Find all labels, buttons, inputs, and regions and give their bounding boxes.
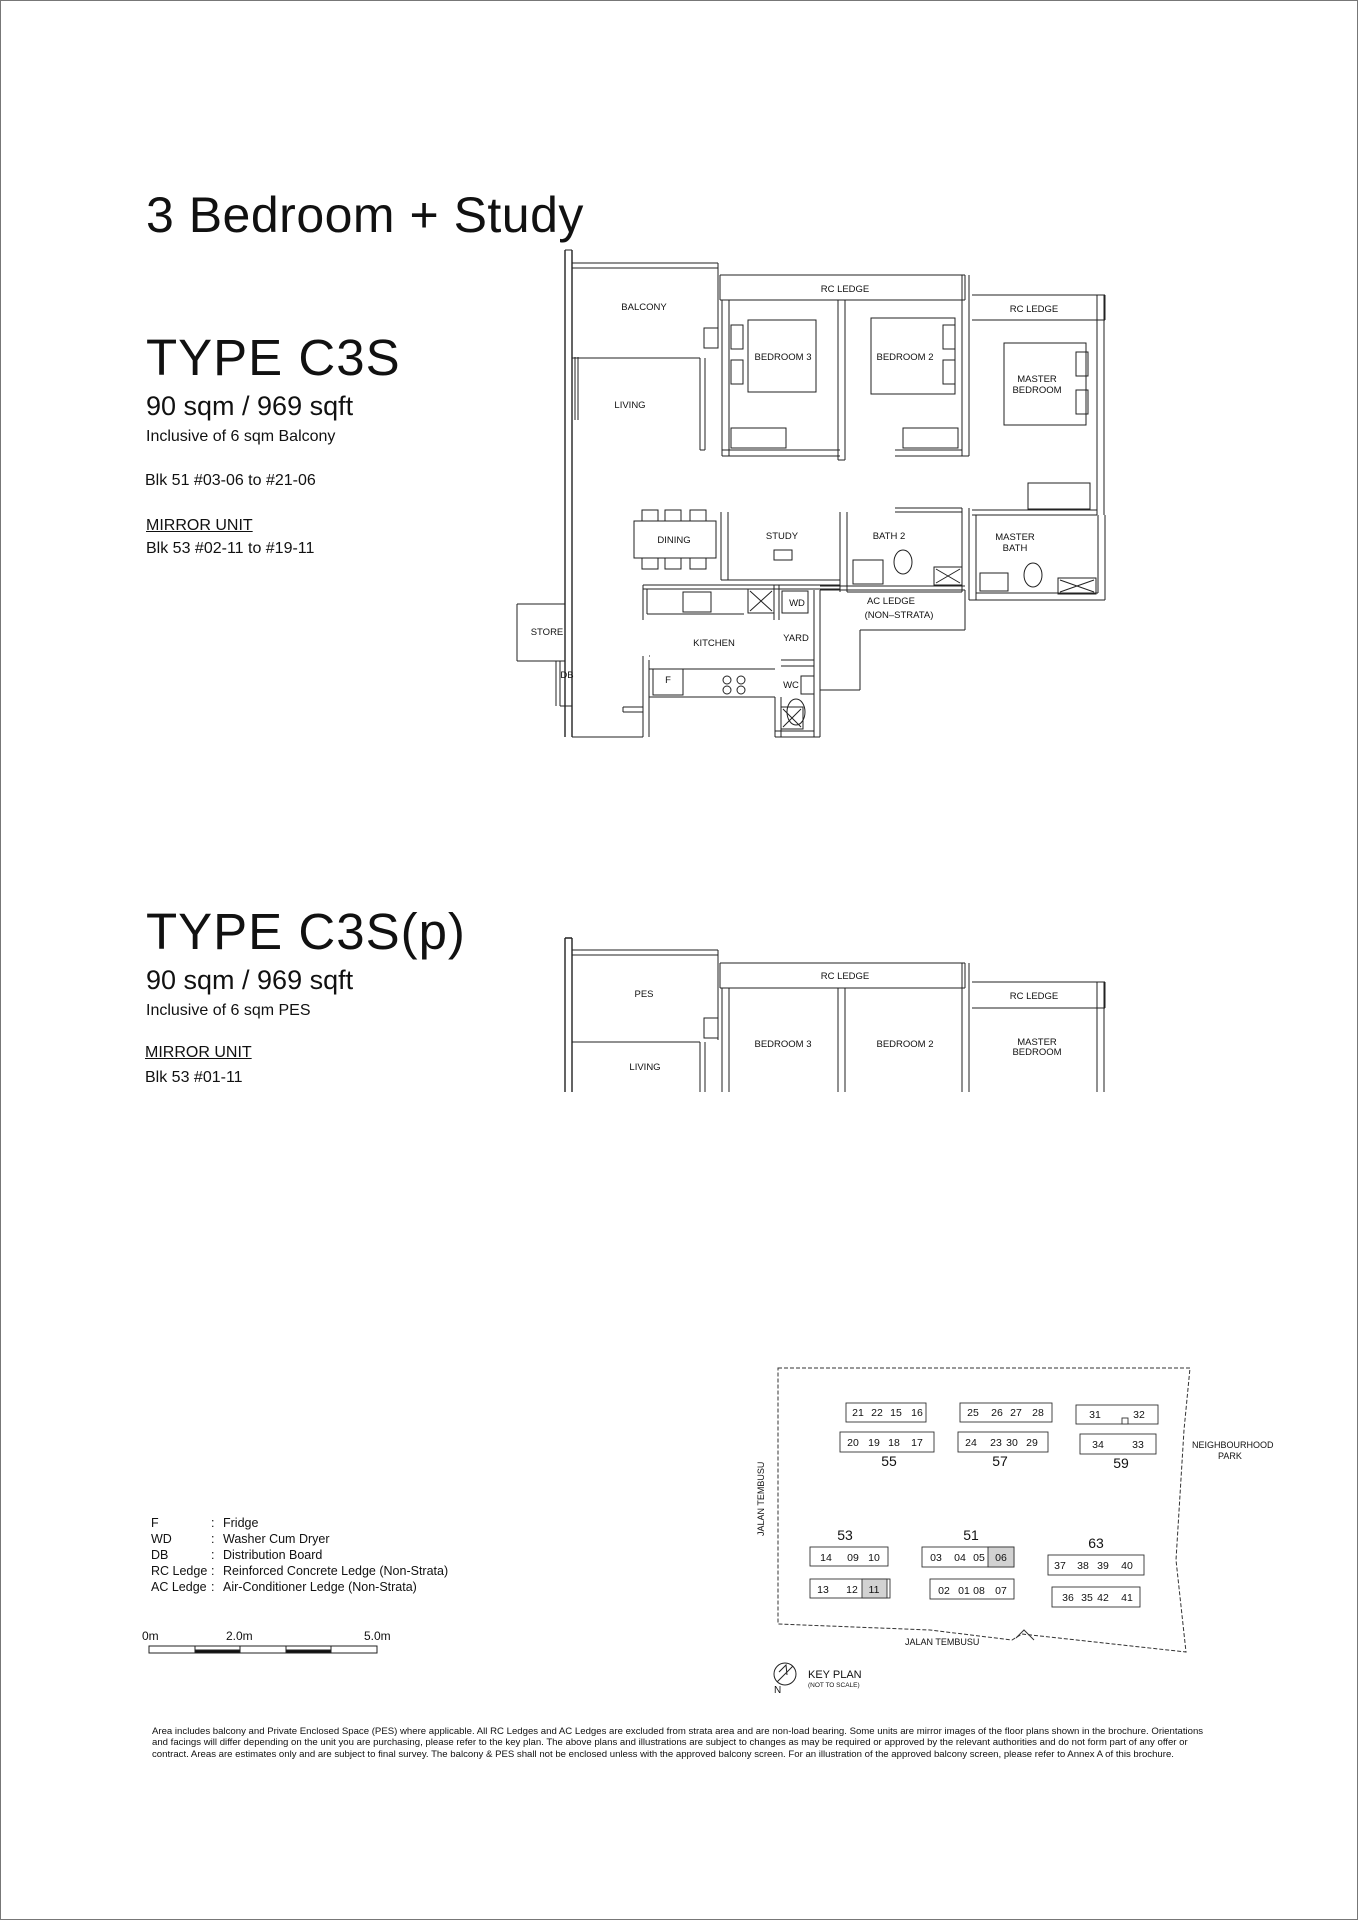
unit-30: 30: [1006, 1437, 1018, 1449]
unit-pes-inclusive-note: Inclusive of 6 sqm PES: [146, 1002, 311, 1019]
label-wd: WD: [789, 598, 805, 609]
unit-02: 02: [938, 1585, 950, 1597]
unit-area: 90 sqm / 969 sqft: [146, 391, 354, 421]
pes-mirror-unit-label: MIRROR UNIT: [145, 1044, 252, 1061]
unit-34: 34: [1092, 1439, 1104, 1451]
unit-39: 39: [1097, 1560, 1109, 1572]
pes-mirror-unit-blocks: Blk 53 #01-11: [145, 1069, 243, 1086]
label-pes-bedroom2: BEDROOM 2: [876, 1039, 934, 1050]
legend-row: F : Fridge: [151, 1516, 259, 1530]
unit-32: 32: [1133, 1409, 1145, 1421]
key-plan-subtitle: (NOT TO SCALE): [808, 1682, 860, 1689]
unit-pes-area: 90 sqm / 969 sqft: [146, 965, 354, 995]
label-study: STUDY: [765, 531, 799, 542]
label-master-bedroom-2: BEDROOM: [1012, 385, 1062, 396]
page-title: 3 Bedroom + Study: [146, 187, 584, 243]
unit-29: 29: [1026, 1437, 1038, 1449]
road-label-south: JALAN TEMBUSU: [905, 1637, 980, 1647]
label-pes-living: LIVING: [629, 1062, 661, 1073]
unit-40: 40: [1121, 1560, 1133, 1572]
label-pes-master-2: BEDROOM: [1012, 1047, 1062, 1058]
unit-24: 24: [965, 1437, 977, 1449]
label-balcony: BALCONY: [621, 302, 667, 313]
label-ac-ledge-2: (NON–STRATA): [864, 610, 934, 621]
key-plan-title: KEY PLAN: [808, 1669, 862, 1681]
unit-10: 10: [868, 1552, 880, 1564]
unit-blocks: Blk 51 #03-06 to #21-06: [145, 472, 316, 489]
label-pes-rc-ledge-master: RC LEDGE: [1009, 991, 1059, 1002]
road-label-west: JALAN TEMBUSU: [756, 1461, 766, 1536]
floor-plan-c3s: [517, 250, 1105, 737]
unit-22: 22: [871, 1407, 883, 1419]
block-label-57: 57: [992, 1453, 1008, 1469]
block-label-53: 53: [837, 1527, 853, 1543]
block-label-55: 55: [881, 1453, 897, 1469]
unit-19: 19: [868, 1437, 880, 1449]
unit-04: 04: [954, 1552, 966, 1564]
disclaimer-text: Area includes balcony and Private Enclosed Space (PES) where applicable. All RC Ledges and AC Ledges are excluded from strata area and are non-load bearing. Some units are mirror images of the floor plans shown in the brochure. Orientations and facings will differ depending on the unit you are purchasing, please refer to the key plan. The above plans and illustrations are subject to changes as may be required or approved by the relevant authorities and do not form part of any offer or contract. Areas are estimates only and are subject to final survey. The balcony & PES shall not be enclosed unless with the approved balcony screen. For an illustration of the approved balcony screen, please refer to Annex A of this brochure.: [152, 1726, 1204, 1760]
label-master-bedroom-1: MASTER: [1017, 374, 1057, 385]
scale-bar: [149, 1646, 377, 1653]
label-dining: DINING: [657, 535, 691, 546]
label-bath2: BATH 2: [872, 531, 906, 542]
label-pes-rc-ledge: RC LEDGE: [820, 971, 870, 982]
label-db: DB: [560, 670, 574, 681]
unit-11: 11: [868, 1584, 880, 1596]
unit-type-title: TYPE C3S: [146, 329, 401, 386]
unit-14: 14: [820, 1552, 832, 1564]
north-arrow-icon: [774, 1663, 796, 1685]
legend-row: RC Ledge : Reinforced Concrete Ledge (Non-Strata): [151, 1564, 449, 1578]
legend: [151, 1515, 448, 1595]
unit-26: 26: [991, 1407, 1003, 1419]
scale-label-5: 5.0m: [364, 1629, 391, 1643]
unit-15: 15: [890, 1407, 902, 1419]
label-bedroom2: BEDROOM 2: [876, 352, 934, 363]
unit-09: 09: [847, 1552, 859, 1564]
unit-17: 17: [911, 1437, 923, 1449]
legend-row: AC Ledge : Air-Conditioner Ledge (Non-Strata): [151, 1580, 417, 1594]
unit-23: 23: [990, 1437, 1002, 1449]
unit-42: 42: [1097, 1592, 1109, 1604]
unit-37: 37: [1054, 1560, 1066, 1572]
label-ac-ledge-1: AC LEDGE: [866, 596, 916, 607]
unit-01: 01: [958, 1585, 970, 1597]
unit-28: 28: [1032, 1407, 1044, 1419]
unit-27: 27: [1010, 1407, 1022, 1419]
legend-row: DB : Distribution Board: [151, 1548, 323, 1562]
unit-18: 18: [888, 1437, 900, 1449]
block-label-51: 51: [963, 1527, 979, 1543]
block-label-59: 59: [1113, 1455, 1129, 1471]
mirror-unit-label: MIRROR UNIT: [146, 517, 253, 534]
label-master-bath-1: MASTER: [995, 532, 1035, 543]
unit-05: 05: [973, 1552, 985, 1564]
label-wc: WC: [783, 680, 799, 691]
label-bedroom3: BEDROOM 3: [754, 352, 812, 363]
unit-25: 25: [967, 1407, 979, 1419]
unit-31: 31: [1089, 1409, 1101, 1421]
label-living: LIVING: [614, 400, 646, 411]
unit-12: 12: [846, 1584, 858, 1596]
label-fridge: F: [665, 675, 671, 686]
label-rc-ledge-master: RC LEDGE: [1009, 304, 1059, 315]
unit-35: 35: [1081, 1592, 1093, 1604]
unit-21: 21: [852, 1407, 864, 1419]
scale-label-0: 0m: [142, 1629, 159, 1643]
unit-13: 13: [817, 1584, 829, 1596]
north-label: N: [774, 1685, 782, 1696]
label-rc-ledge: RC LEDGE: [820, 284, 870, 295]
label-master-bath-2: BATH: [1002, 543, 1028, 554]
park-label-2: PARK: [1218, 1451, 1242, 1461]
block-label-63: 63: [1088, 1535, 1104, 1551]
scale-bar-labels: [142, 1629, 391, 1643]
unit-36: 36: [1062, 1592, 1074, 1604]
mirror-unit-blocks: Blk 53 #02-11 to #19-11: [146, 540, 315, 557]
legend-row: WD : Washer Cum Dryer: [151, 1532, 330, 1546]
label-pes: PES: [634, 989, 654, 1000]
unit-06: 06: [995, 1552, 1007, 1564]
label-kitchen: KITCHEN: [693, 638, 735, 649]
unit-33: 33: [1132, 1439, 1144, 1451]
floor-plan-c3s-p-labels: [629, 971, 1061, 1073]
unit-03: 03: [930, 1552, 942, 1564]
unit-38: 38: [1077, 1560, 1089, 1572]
unit-08: 08: [973, 1585, 985, 1597]
label-yard: YARD: [783, 633, 809, 644]
key-plan-block-labels: [837, 1453, 1129, 1551]
label-pes-master-1: MASTER: [1017, 1037, 1057, 1048]
label-pes-bedroom3: BEDROOM 3: [754, 1039, 812, 1050]
unit-pes-type-title: TYPE C3S(p): [146, 903, 466, 960]
floor-plan-c3s-labels: [531, 284, 1062, 691]
unit-41: 41: [1121, 1592, 1133, 1604]
scale-label-2: 2.0m: [226, 1629, 253, 1643]
park-label-1: NEIGHBOURHOOD: [1192, 1440, 1274, 1450]
unit-07: 07: [995, 1585, 1007, 1597]
unit-16: 16: [911, 1407, 923, 1419]
unit-inclusive-note: Inclusive of 6 sqm Balcony: [146, 428, 336, 445]
unit-20: 20: [847, 1437, 859, 1449]
label-store: STORE: [530, 627, 564, 638]
